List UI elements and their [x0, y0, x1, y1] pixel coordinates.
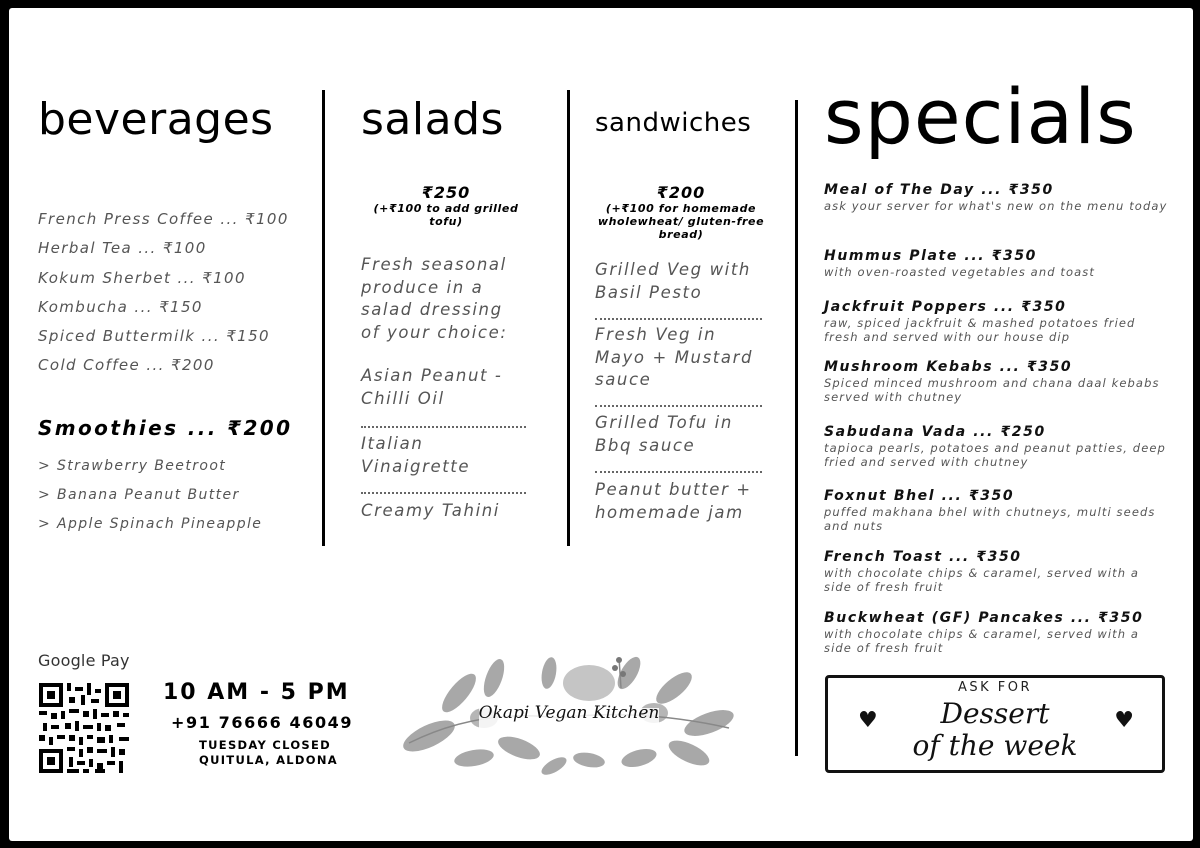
- special-item: [824, 182, 1169, 213]
- phone-number[interactable]: +91 76666 46049: [171, 713, 354, 732]
- menu-page: [9, 8, 1193, 841]
- divider-sandwiches-specials: [795, 100, 798, 756]
- list-item: > Apple Spinach Pineapple: [38, 516, 263, 532]
- heading-beverages: beverages: [38, 94, 274, 145]
- list-item: > Banana Peanut Butter: [38, 487, 240, 503]
- logo-text: Okapi Vegan Kitchen: [478, 703, 660, 723]
- list-item: Spiced Buttermilk ... ₹150: [38, 327, 270, 346]
- special-item: [824, 549, 1169, 594]
- sandwich-item: Grilled Veg with Basil Pesto: [595, 260, 751, 302]
- payment-label: Google Pay: [38, 651, 130, 670]
- special-description: with chocolate chips & caramel, served with a side of fresh fruit: [824, 627, 1140, 655]
- list-item: Kokum Sherbet ... ₹100: [38, 268, 246, 287]
- special-title: Hummus Plate ... ₹350: [824, 248, 1037, 264]
- dotted-separator: [595, 471, 762, 473]
- list-item: Cold Coffee ... ₹200: [38, 356, 215, 375]
- dessert-of-the-week-box: [825, 675, 1165, 773]
- salad-option: Asian Peanut - Chilli Oil: [361, 366, 503, 408]
- heading-salads: salads: [361, 94, 504, 145]
- special-description: Spiced minced mushroom and chana daal kebabs served with chutney: [824, 376, 1160, 404]
- heading-sandwiches: sandwiches: [595, 108, 752, 138]
- sandwiches-price-note: (+₹100 for homemade wholewheat/ gluten-free bread): [597, 202, 765, 241]
- special-description: with oven-roasted vegetables and toast: [824, 265, 1095, 279]
- dotted-separator: [361, 492, 526, 494]
- special-title: Foxnut Bhel ... ₹350: [824, 488, 1015, 504]
- smoothies-list: [38, 456, 262, 543]
- special-item: [824, 424, 1169, 469]
- list-item: > Strawberry Beetroot: [38, 458, 227, 474]
- special-item: [824, 488, 1169, 533]
- qr-code-icon[interactable]: [39, 683, 129, 773]
- special-title: Meal of The Day ... ₹350: [824, 182, 1054, 198]
- special-description: ask your server for what's new on the menu today: [824, 199, 1168, 213]
- special-item: [824, 299, 1169, 344]
- salads-price-note: (+₹100 to add grilled tofu): [373, 202, 519, 228]
- sandwich-item: Peanut butter + homemade jam: [595, 480, 752, 522]
- divider-salads-sandwiches: [567, 90, 570, 546]
- salad-option: Italian Vinaigrette: [361, 434, 471, 476]
- list-item: Herbal Tea ... ₹100: [38, 239, 207, 258]
- special-description: with chocolate chips & caramel, served with a side of fresh fruit: [824, 566, 1140, 594]
- ask-for-label: ASK FOR: [957, 680, 1033, 695]
- list-item: Kombucha ... ₹150: [38, 297, 203, 316]
- dessert-line-1: Dessert: [940, 697, 1050, 730]
- special-description: tapioca pearls, potatoes and peanut patties, deep fried and served with chutney: [824, 441, 1166, 469]
- divider-beverages-salads: [322, 90, 325, 546]
- sandwich-item: Grilled Tofu in Bbq sauce: [595, 413, 733, 455]
- smoothies-title: Smoothies ... ₹200: [38, 416, 293, 440]
- salads-price: ₹250: [421, 183, 471, 202]
- special-item: [824, 248, 1169, 279]
- dessert-title: [828, 698, 1162, 762]
- dessert-line-2: of the week: [912, 729, 1078, 762]
- heading-specials: specials: [824, 72, 1137, 161]
- special-item: [824, 359, 1169, 404]
- special-title: Jackfruit Poppers ... ₹350: [824, 299, 1067, 315]
- special-title: Mushroom Kebabs ... ₹350: [824, 359, 1073, 375]
- salad-option: Creamy Tahini: [361, 501, 500, 520]
- opening-hours: 10 AM - 5 PM: [163, 680, 350, 705]
- beverages-list: [38, 209, 289, 385]
- list-item: French Press Coffee ... ₹100: [38, 210, 289, 228]
- dotted-separator: [595, 405, 762, 407]
- salads-price-block: [361, 183, 531, 228]
- dotted-separator: [361, 426, 526, 428]
- closed-day: TUESDAY CLOSED: [199, 738, 332, 752]
- heart-icon: ♥: [1114, 708, 1134, 733]
- special-description: raw, spiced jackfruit & mashed potatoes fried fresh and served with our house dip: [824, 316, 1136, 344]
- special-description: puffed makhana bhel with chutneys, multi seeds and nuts: [824, 505, 1156, 533]
- salads-intro: Fresh seasonal produce in a salad dressing of your choice:: [361, 255, 508, 342]
- sandwiches-price: ₹200: [656, 183, 706, 202]
- sandwiches-price-block: [595, 183, 767, 241]
- special-title: Sabudana Vada ... ₹250: [824, 424, 1046, 440]
- special-title: Buckwheat (GF) Pancakes ... ₹350: [824, 610, 1144, 626]
- dotted-separator: [595, 318, 762, 320]
- special-item: [824, 610, 1169, 655]
- special-title: French Toast ... ₹350: [824, 549, 1022, 565]
- restaurant-logo: [389, 648, 749, 783]
- heart-icon: ♥: [858, 708, 878, 733]
- sandwich-item: Fresh Veg in Mayo + Mustard sauce: [595, 325, 754, 389]
- address: QUITULA, ALDONA: [199, 753, 338, 767]
